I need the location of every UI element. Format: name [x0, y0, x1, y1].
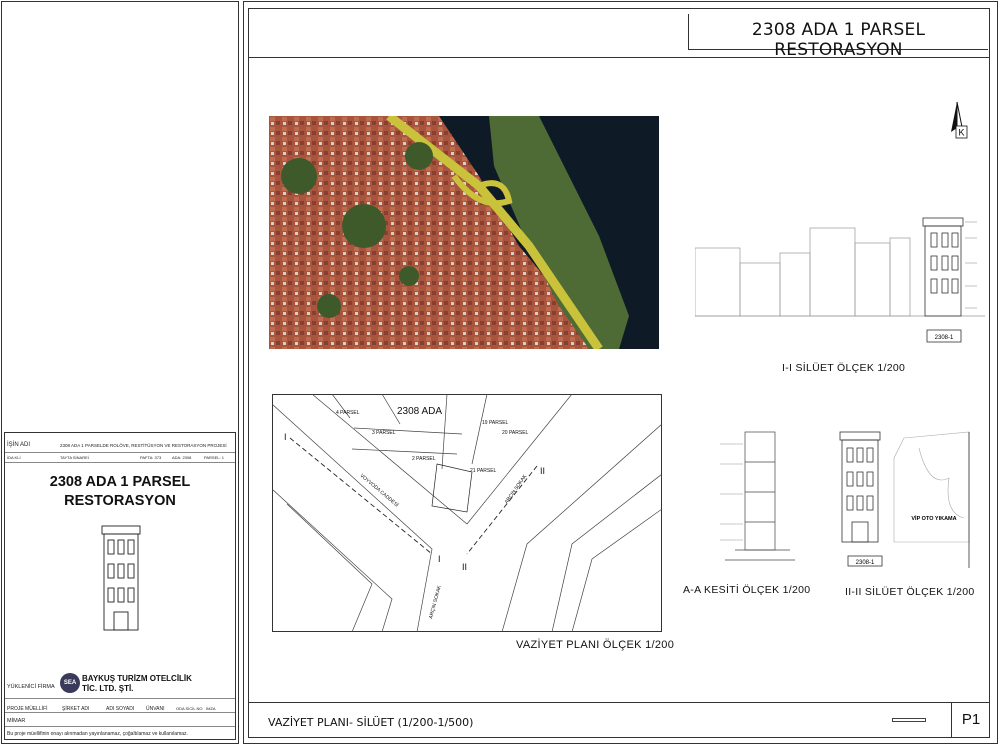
section-aa-caption: A-A KESİTİ ÖLÇEK 1/200	[683, 584, 811, 596]
street-label-voyvoda: VOYVODA CADDESİ	[358, 472, 400, 509]
site-plan-caption: VAZİYET PLANI ÖLÇEK 1/200	[516, 639, 675, 651]
sheet-number-box	[951, 702, 990, 738]
elevation-2-caption: II-II SİLÜET ÖLÇEK 1/200	[845, 586, 975, 598]
elevation-2-sign: VİP OTO YIKAMA	[911, 516, 957, 522]
satellite-photo	[269, 116, 659, 349]
section-mark-i-bottom: I	[438, 554, 441, 564]
header-author: PROJE MÜELLİFİ	[7, 706, 48, 712]
silhouette-elevation-1	[695, 208, 985, 350]
street-label-arcin-1: ARÇIN SOKAK	[503, 473, 529, 506]
info-row-2: TAYTA SİNAREİ	[60, 455, 89, 460]
project-label: İŞİN ADI	[7, 442, 31, 448]
scale-bar	[892, 718, 926, 722]
parcel-label-4: 4 PARSEL	[336, 410, 360, 416]
elevation-1-caption: I-I SİLÜET ÖLÇEK 1/200	[782, 362, 906, 374]
header-title: ÜNVANI	[146, 706, 165, 712]
sheet-number: P1	[961, 711, 981, 728]
parcel-label-2: 2 PARSEL	[412, 456, 436, 462]
copyright-notice: Bu proje müellifinin onayı alınmadan yayınlanamaz, çoğaltılamaz ve kullanılamaz.	[7, 731, 188, 737]
section-mark-ii-bottom: II	[462, 562, 468, 572]
silhouette-elevation-2	[834, 418, 974, 570]
footer-divider	[248, 702, 990, 703]
header-company: ŞİRKET ADI	[62, 706, 90, 712]
title-box	[688, 14, 988, 60]
elevation-2-tag: 2308-1	[855, 560, 875, 566]
section-mark-ii-top: II	[540, 466, 546, 476]
title-block-architect-row	[5, 713, 235, 727]
elevation-1-tag: 2308-1	[934, 335, 954, 341]
section-aa-drawing	[715, 422, 805, 572]
parcel-label-21: 21 PARSEL	[470, 468, 497, 474]
info-row-4: ADA: 2308	[172, 455, 192, 460]
parcel-label-3: 3 PARSEL	[372, 430, 396, 436]
north-label: K	[958, 127, 965, 138]
footer-sheet-title: VAZİYET PLANI- SİLÜET (1/200-1/500)	[268, 716, 474, 729]
company-logo: SEA	[60, 673, 80, 693]
site-plan-drawing	[272, 394, 662, 632]
north-arrow-icon	[948, 100, 968, 140]
title-divider	[248, 57, 990, 58]
site-plan-block-label: 2308 ADA	[397, 406, 443, 417]
title-block-title-line-2: RESTORASYON	[64, 493, 176, 509]
header-signature: İMZA	[206, 706, 216, 711]
parcel-label-19: 19 PARSEL	[482, 420, 509, 426]
contractor-label: YÜKLENİCİ FİRMA	[7, 684, 55, 690]
company-name-line-1: BAYKUŞ TURİZM OTELCİLİK	[82, 674, 192, 683]
title-block-title	[5, 473, 235, 511]
architect-label: MİMAR	[7, 718, 26, 724]
header-name: ADI SOYADI	[106, 706, 135, 712]
project-name: 2308 ADA 1 PARSELDE ROLÖVE, RESTİTÜSYON VE RESTORASYON PROJESİ	[60, 443, 227, 448]
info-row-5: PARSEL: 1	[204, 455, 224, 460]
title-block-building-drawing	[96, 520, 146, 632]
title-block-title-line-1: 2308 ADA 1 PARSEL	[49, 474, 191, 490]
info-row-3: PAFTA: 373	[140, 455, 162, 460]
sheet-title: 2308 ADA 1 PARSEL RESTORASYON	[751, 20, 926, 60]
info-row-1: İDA KLİ	[7, 455, 21, 460]
company-name	[82, 674, 192, 694]
title-block-info-row	[5, 453, 235, 463]
header-registry: ODA SİCİL NO	[176, 706, 203, 711]
company-name-line-2: TİC. LTD. ŞTİ.	[82, 684, 134, 693]
street-label-arcin-2: ARÇIN SOKAK	[428, 584, 443, 620]
parcel-label-20: 20 PARSEL	[502, 430, 529, 436]
section-mark-i-top: I	[284, 432, 287, 442]
